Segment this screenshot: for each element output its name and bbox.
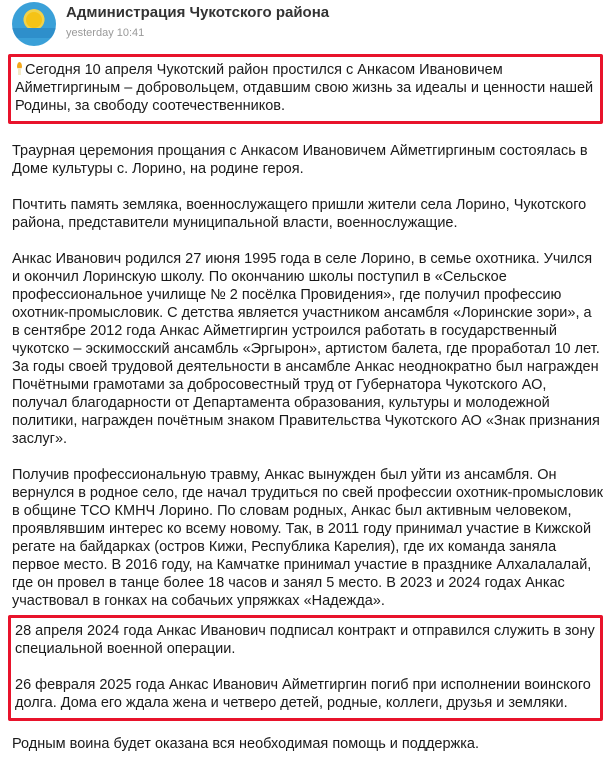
avatar[interactable]: [12, 2, 56, 46]
candle-icon: [15, 62, 23, 75]
highlight-box-bottom: [8, 615, 603, 721]
post-paragraph: Получив профессиональную травму, Анкас вынужден был уйти из ансамбля. Он вернулся в родное село, где начал трудиться по свей профессии охотник-промысловик в общине ТСО КМНЧ Лорино. По словам родных, Анкас был активным человеком, проявлявшим интерес ко всему новому. Так, в 2011 году принимал участие в Кижской регате на байдарках (остров Кижи, Республика Карелия), где их команда заняла первое место. В 2016 году, на Камчатке принимал участие в празднике Алхалалалай, где он провел в танце более 18 часов и занял 5 место. В 2023 и 2024 годах Анкас участвовал в гонках на собачьих упряжках «Надежда».: [12, 467, 603, 609]
highlight-box-top: [8, 54, 603, 124]
post-paragraph: Анкас Иванович родился 27 июня 1995 года в селе Лорино, в семье охотника. Учился и окончил Лоринскую школу. По окончанию школы поступил в «Сельское профессиональное училище № 2 посёлка Провидения», где получил профессию охотник-промысловик. С детства является участником ансамбля «Лоринские зори», а в сентябре 2012 года Анкас Айметгиргин устроился работать в государственный чукотско – эскимосский ансамбль «Эргырон», артистом балета, где проработал 10 лет. За годы своей трудовой деятельности в ансамбле Анкас неоднократно был награжден Почётными грамотами за добросовестный труд от Губернатора Чукотского АО, получал благодарности от Департамента образования, культуры и молодежной политики, награжден почётным знаком Правительства Чукотского АО «Знак признания заслуг».: [12, 251, 600, 447]
post-paragraph: Траурная церемония прощания с Анкасом Ивановичем Айметгиргиным состоялась в Доме культуры с. Лорино, на родине героя.: [12, 143, 588, 177]
post-header: [8, 0, 603, 50]
post-paragraph: Почтить память земляка, военнослужащего пришли жители села Лорино, Чукотского района, представители муниципальной власти, военнослужащие.: [12, 197, 587, 231]
post-paragraph: 26 февраля 2025 года Анкас Иванович Айметгиргин погиб при исполнении воинского долга. Дома его ждала жена и четверо детей, родные, коллеги, друзья и земляки.: [15, 677, 591, 711]
author-name[interactable]: Администрация Чукотского района: [66, 4, 330, 21]
post-timestamp[interactable]: yesterday 10:41: [66, 27, 145, 39]
emblem-sun-icon: [26, 12, 42, 28]
post-body: [8, 50, 603, 753]
post-paragraph: 28 апреля 2024 года Анкас Иванович подписал контракт и отправился служить в зону специальной военной операции.: [15, 623, 595, 657]
post-paragraph: Родным воина будет оказана вся необходимая помощь и поддержка.: [12, 736, 480, 752]
emblem-band-icon: [12, 28, 56, 38]
post-paragraph: Сегодня 10 апреля Чукотский район простился с Анкасом Ивановичем Айметгиргиным – добровольцем, отдавшим свою жизнь за идеалы и ценности нашей Родины, за свободу соотечественников.: [15, 62, 594, 114]
